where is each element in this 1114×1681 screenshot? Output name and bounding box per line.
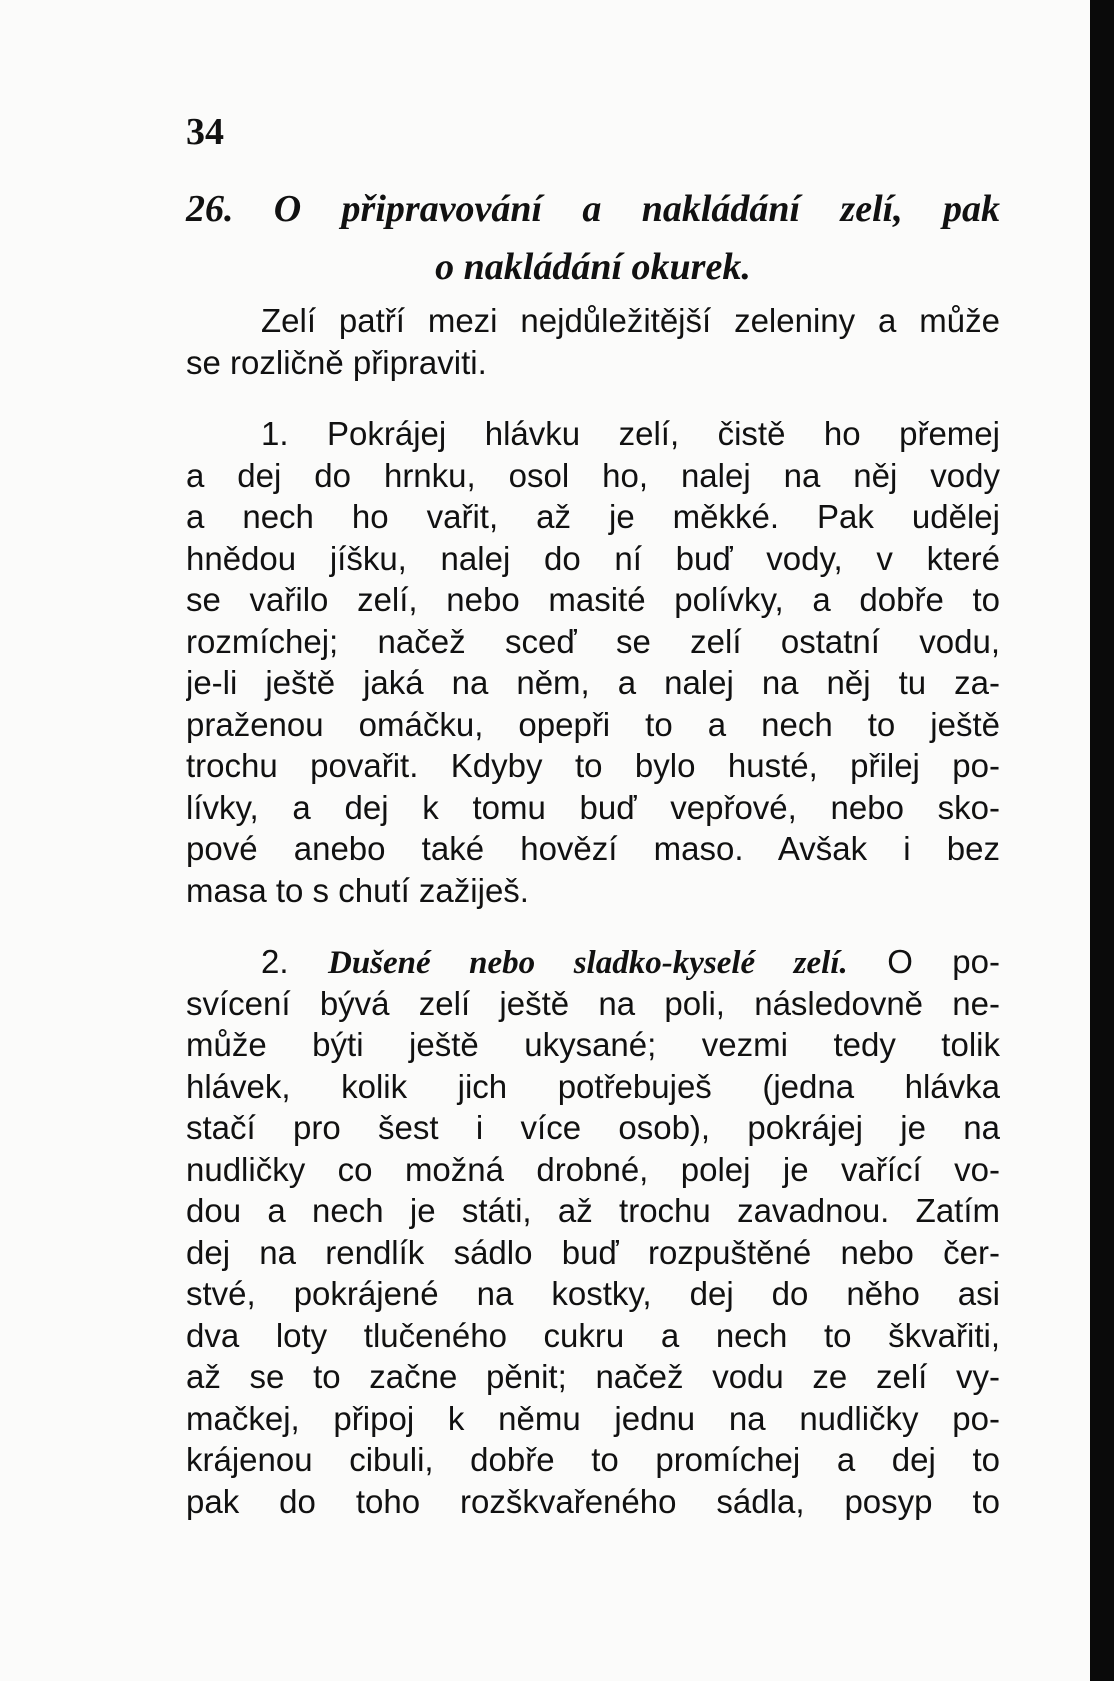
page-number: 34	[186, 111, 224, 153]
section2-line: pak do toho rozškvařeného sádla, posyp to	[186, 1482, 1000, 1520]
section1-line: pové anebo také hovězí maso. Avšak i bez	[186, 830, 1000, 867]
section2-line: dva loty tlučeného cukru a nech to škvařiti,	[186, 1316, 1000, 1354]
body-text	[186, 300, 1000, 1522]
section2-first-rest: O po-	[887, 943, 1000, 980]
section2-line: stvé, pokrájené na kostky, dej do něho asi	[186, 1275, 1000, 1312]
section2-number: 2.	[261, 943, 289, 980]
intro-line: se rozličně připraviti.	[186, 343, 487, 381]
chapter-heading	[186, 180, 1000, 296]
heading-line-1: 26. O připravování a nakládání zelí, pak	[186, 188, 1000, 230]
book-spine-edge	[1090, 0, 1114, 1681]
section2-line: krájenou cibuli, dobře to promíchej a dej to	[186, 1441, 1000, 1478]
section2-line: stačí pro šest i více osob), pokrájej je na	[186, 1109, 1000, 1146]
intro-line: Zelí patří mezi nejdůležitější zeleniny a může	[261, 302, 1000, 339]
section1-line: rozmíchej; načež sceď se zelí ostatní vodu,	[186, 622, 1000, 660]
section2-line: až se to začne pěnit; načež vodu ze zelí vy-	[186, 1358, 1000, 1395]
section1-line: je-li ještě jaká na něm, a nalej na něj tu za-	[186, 664, 1000, 701]
section1-line: hnědou jíšku, nalej do ní buď vody, v které	[186, 539, 1000, 577]
section2-line: svícení bývá zelí ještě na poli, následovně ne-	[186, 984, 1000, 1022]
section2-line: dou a nech je státi, až trochu zavadnou. Zatím	[186, 1192, 1000, 1229]
section2-title: Dušené nebo sladko-kyselé zelí.	[327, 945, 848, 981]
section2-line: mačkej, připoj k němu jednu na nudličky po-	[186, 1399, 1000, 1437]
section2-line: dej na rendlík sádlo buď rozpuštěné nebo čer-	[186, 1233, 1000, 1271]
section1-line: a dej do hrnku, osol ho, nalej na něj vody	[186, 456, 1000, 494]
section1-line: praženou omáčku, opepři to a nech to ještě	[186, 705, 1000, 743]
section1-line: lívky, a dej k tomu buď vepřové, nebo sko-	[186, 788, 1000, 826]
section2-line: může býti ještě ukysané; vezmi tedy tolik	[186, 1026, 1000, 1063]
section1-line: trochu povařit. Kdyby to bylo husté, přilej po-	[186, 747, 1000, 784]
section2-line: nudličky co možná drobné, polej je vařící vo-	[186, 1150, 1000, 1188]
section2-first-line	[186, 941, 1000, 983]
section2-line: hlávek, kolik jich potřebuješ (jedna hlávka	[186, 1067, 1000, 1105]
section1-line: se vařilo zelí, nebo masité polívky, a dobře to	[186, 581, 1000, 618]
section1-line: a nech ho vařit, až je měkké. Pak udělej	[186, 498, 1000, 535]
section1-line: 1. Pokrájej hlávku zelí, čistě ho přemej	[261, 415, 1000, 452]
section1-line: masa to s chutí zažiješ.	[186, 871, 529, 909]
heading-line-2: o nakládání okurek.	[435, 246, 751, 288]
